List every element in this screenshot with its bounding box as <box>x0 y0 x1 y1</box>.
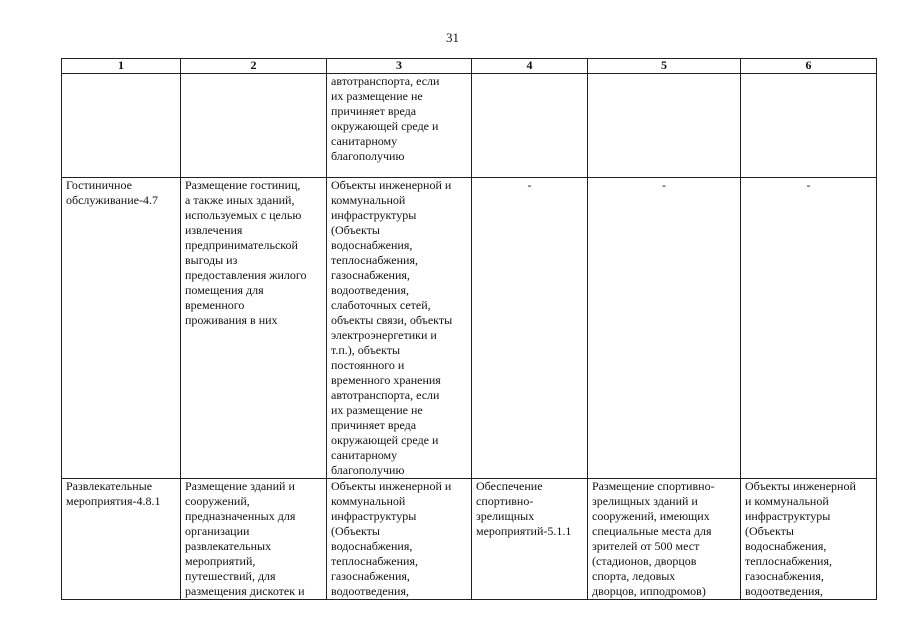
table-cell <box>62 74 181 178</box>
page-number: 31 <box>446 30 459 45</box>
table-cell: Размещение спортивно- зрелищных зданий и сооружений, имеющих специальные места для зрителей от 500 мест (стадионов, дворцов спорта, ледовых дворцов, ипподромов) <box>588 479 741 600</box>
table-row <box>62 74 877 178</box>
column-header-1: 1 <box>62 59 181 74</box>
table-cell: Объекты инженерной и коммунальной инфраструктуры (Объекты водоснабжения, теплоснабжения, газоснабжения, водоотведения, слаботочных сетей, объекты связи, объекты электроэнергетики и т.п.), объекты постоянного и временного хранения автотранспорта, если их размещение не причиняет вреда окружающей среде и санитарному благополучию <box>327 178 472 479</box>
table-cell: - <box>472 178 588 479</box>
table-cell: - <box>741 178 877 479</box>
table-cell <box>472 74 588 178</box>
column-header-4: 4 <box>472 59 588 74</box>
table-cell <box>741 74 877 178</box>
table-cell: автотранспорта, если их размещение не причиняет вреда окружающей среде и санитарному благополучию <box>327 74 472 178</box>
table-cell: - <box>588 178 741 479</box>
column-header-6: 6 <box>741 59 877 74</box>
table-cell: Развлекательные мероприятия-4.8.1 <box>62 479 181 600</box>
table-cell: Гостиничное обслуживание-4.7 <box>62 178 181 479</box>
table-cell: Объекты инженерной и коммунальной инфраструктуры (Объекты водоснабжения, теплоснабжения, газоснабжения, водоотведения, <box>327 479 472 600</box>
table-cell <box>588 74 741 178</box>
table-cell: Обеспечение спортивно- зрелищных мероприятий-5.1.1 <box>472 479 588 600</box>
column-header-3: 3 <box>327 59 472 74</box>
table-cell: Объекты инженерной и коммунальной инфраструктуры (Объекты водоснабжения, теплоснабжения, газоснабжения, водоотведения, <box>741 479 877 600</box>
table-cell: Размещение зданий и сооружений, предназначенных для организации развлекательных мероприятий, путешествий, для размещения дискотек и <box>181 479 327 600</box>
table-row <box>62 479 877 600</box>
land-use-table <box>61 58 877 600</box>
table-cell <box>181 74 327 178</box>
table-cell: Размещение гостиниц, а также иных зданий, используемых с целью извлечения предпринимательской выгоды из предоставления жилого помещения для временного проживания в них <box>181 178 327 479</box>
column-header-2: 2 <box>181 59 327 74</box>
table-row <box>62 178 877 479</box>
table-header-row <box>62 59 877 74</box>
column-header-5: 5 <box>588 59 741 74</box>
